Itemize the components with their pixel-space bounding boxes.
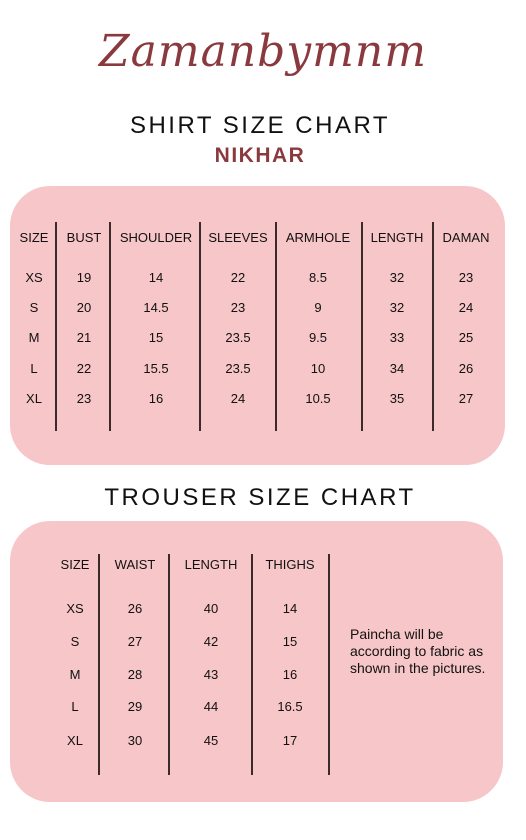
- column-header: SIZE: [19, 230, 49, 245]
- table-cell: 15: [148, 330, 164, 345]
- table-cell: 24: [230, 391, 246, 406]
- table-cell: 44: [203, 699, 219, 714]
- table-cell: 9: [314, 300, 322, 315]
- table-cell: 34: [389, 361, 405, 376]
- column-header: WAIST: [114, 557, 156, 572]
- table-cell: XS: [66, 601, 84, 616]
- column-header: SLEEVES: [208, 230, 268, 245]
- table-cell: 33: [389, 330, 405, 345]
- column-length: [362, 186, 432, 465]
- column-header: LENGTH: [370, 230, 424, 245]
- table-cell: 35: [389, 391, 405, 406]
- table-cell: 16.5: [277, 699, 303, 714]
- column-divider: [109, 222, 111, 431]
- table-cell: 14.5: [143, 300, 169, 315]
- trouser-size-table: [10, 521, 503, 802]
- column-divider: [361, 222, 363, 431]
- column-divider: [55, 222, 57, 431]
- table-cell: 22: [230, 270, 246, 285]
- column-header: THIGHS: [265, 557, 315, 572]
- table-cell: 23: [230, 300, 246, 315]
- column-bust: [58, 186, 110, 465]
- table-cell: 16: [282, 667, 298, 682]
- table-cell: 27: [458, 391, 474, 406]
- column-size: [10, 186, 58, 465]
- column-header: BUST: [66, 230, 102, 245]
- column-divider: [275, 222, 277, 431]
- table-cell: 14: [282, 601, 298, 616]
- column-header: DAMAN: [442, 230, 490, 245]
- column-header: SIZE: [60, 557, 90, 572]
- table-cell: 25: [458, 330, 474, 345]
- table-cell: 21: [76, 330, 92, 345]
- table-cell: 15.5: [143, 361, 169, 376]
- column-size: [50, 521, 100, 802]
- column-sleeves: [202, 186, 274, 465]
- table-cell: 22: [76, 361, 92, 376]
- table-cell: XS: [25, 270, 43, 285]
- column-divider: [199, 222, 201, 431]
- shirt-chart-title: SHIRT SIZE CHART: [129, 112, 391, 139]
- table-cell: 17: [282, 733, 298, 748]
- table-cell: 42: [203, 634, 219, 649]
- table-cell: 9.5: [308, 330, 328, 345]
- table-cell: 28: [127, 667, 143, 682]
- table-cell: 32: [389, 300, 405, 315]
- column-divider: [251, 554, 253, 775]
- trouser-chart-title: TROUSER SIZE CHART: [104, 484, 416, 511]
- column-header: SHOULDER: [119, 230, 193, 245]
- table-cell: 23: [458, 270, 474, 285]
- table-cell: 23: [76, 391, 92, 406]
- table-cell: 24: [458, 300, 474, 315]
- table-cell: 27: [127, 634, 143, 649]
- table-cell: S: [29, 300, 39, 315]
- table-cell: XL: [26, 391, 42, 406]
- table-cell: 29: [127, 699, 143, 714]
- table-cell: 40: [203, 601, 219, 616]
- column-waist: [100, 521, 170, 802]
- table-cell: XL: [67, 733, 83, 748]
- table-cell: L: [71, 699, 79, 714]
- table-cell: 26: [127, 601, 143, 616]
- table-cell: 19: [76, 270, 92, 285]
- column-divider: [168, 554, 170, 775]
- table-cell: 14: [148, 270, 164, 285]
- column-divider: [328, 554, 330, 775]
- table-cell: S: [70, 634, 80, 649]
- table-cell: 20: [76, 300, 92, 315]
- table-cell: 15: [282, 634, 298, 649]
- table-cell: 23.5: [225, 330, 251, 345]
- table-cell: 43: [203, 667, 219, 682]
- column-divider: [98, 554, 100, 775]
- table-cell: M: [28, 330, 40, 345]
- paincha-note: Paincha will be according to fabric as shown in the pictures.: [350, 626, 486, 676]
- table-cell: 30: [127, 733, 143, 748]
- table-cell: 8.5: [308, 270, 328, 285]
- column-divider: [432, 222, 434, 431]
- table-cell: M: [69, 667, 81, 682]
- column-length: [170, 521, 252, 802]
- column-header: ARMHOLE: [285, 230, 351, 245]
- column-daman: [432, 186, 500, 465]
- table-cell: 26: [458, 361, 474, 376]
- table-cell: 10.5: [305, 391, 331, 406]
- table-cell: 45: [203, 733, 219, 748]
- brand-logo: Zamanbymnm: [99, 26, 427, 77]
- table-cell: 10: [310, 361, 326, 376]
- table-cell: L: [30, 361, 38, 376]
- shirt-size-table: [10, 186, 505, 465]
- table-cell: 16: [148, 391, 164, 406]
- shirt-chart-subtitle: NIKHAR: [214, 144, 306, 167]
- column-header: LENGTH: [184, 557, 238, 572]
- column-shoulder: [110, 186, 202, 465]
- table-cell: 32: [389, 270, 405, 285]
- column-thighs: [252, 521, 328, 802]
- table-cell: 23.5: [225, 361, 251, 376]
- column-armhole: [274, 186, 362, 465]
